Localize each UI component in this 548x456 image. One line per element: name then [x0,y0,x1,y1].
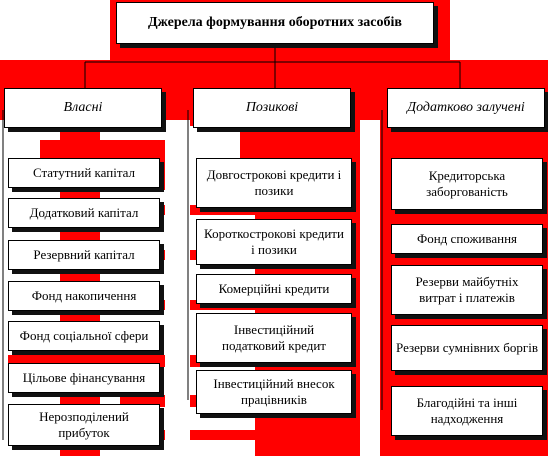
item-own-6-label: Цільове фінансування [22,370,146,386]
category-borrowed [193,88,351,128]
item-borrowed-5 [196,370,352,414]
item-own-7 [8,404,160,446]
item-own-3-label: Резервний капітал [33,247,135,263]
root-label: Джерела формування оборотних засобів [148,14,402,30]
item-additional-1-label: Кредиторська заборгованість [426,168,508,199]
item-additional-3 [391,265,543,315]
item-borrowed-5-label: Інвестиційний внесок працівників [213,376,335,407]
item-own-4 [8,281,160,311]
item-own-1 [8,158,160,188]
item-additional-1 [391,158,543,210]
item-additional-2 [391,224,543,254]
root-node [116,2,434,44]
item-borrowed-3-label: Комерційні кредити [218,281,330,297]
item-additional-5-label: Благодійні та інші надходження [416,395,518,426]
item-own-2 [8,198,160,228]
item-borrowed-1 [196,158,352,208]
item-borrowed-4 [196,313,352,363]
item-borrowed-3 [196,274,352,304]
item-borrowed-1-label: Довгострокові кредити і позики [206,167,342,198]
item-additional-4-label: Резерви сумнівних боргів [396,340,538,356]
item-own-3 [8,240,160,270]
item-own-6 [8,363,160,393]
item-borrowed-2 [196,219,352,265]
category-additional-label: Додатково залучені [407,99,525,115]
item-additional-2-label: Фонд споживання [416,231,518,247]
item-own-2-label: Додатковий капітал [29,205,139,221]
item-additional-4 [391,325,543,371]
item-additional-5 [391,386,543,436]
item-own-1-label: Статутний капітал [32,165,136,181]
item-own-5 [8,321,160,351]
category-own-label: Власні [63,99,103,115]
item-borrowed-2-label: Короткострокові кредити і позики [204,226,344,257]
category-borrowed-label: Позикові [245,99,299,115]
item-own-4-label: Фонд накопичення [31,288,137,304]
item-own-7-label: Нерозподілений прибуток [39,409,129,440]
category-additional [387,88,545,128]
item-own-5-label: Фонд соціальної сфери [19,328,149,344]
item-borrowed-4-label: Інвестиційний податковий кредит [222,322,326,353]
item-additional-3-label: Резерви майбутніх витрат і платежів [415,274,519,305]
category-own [4,88,162,128]
